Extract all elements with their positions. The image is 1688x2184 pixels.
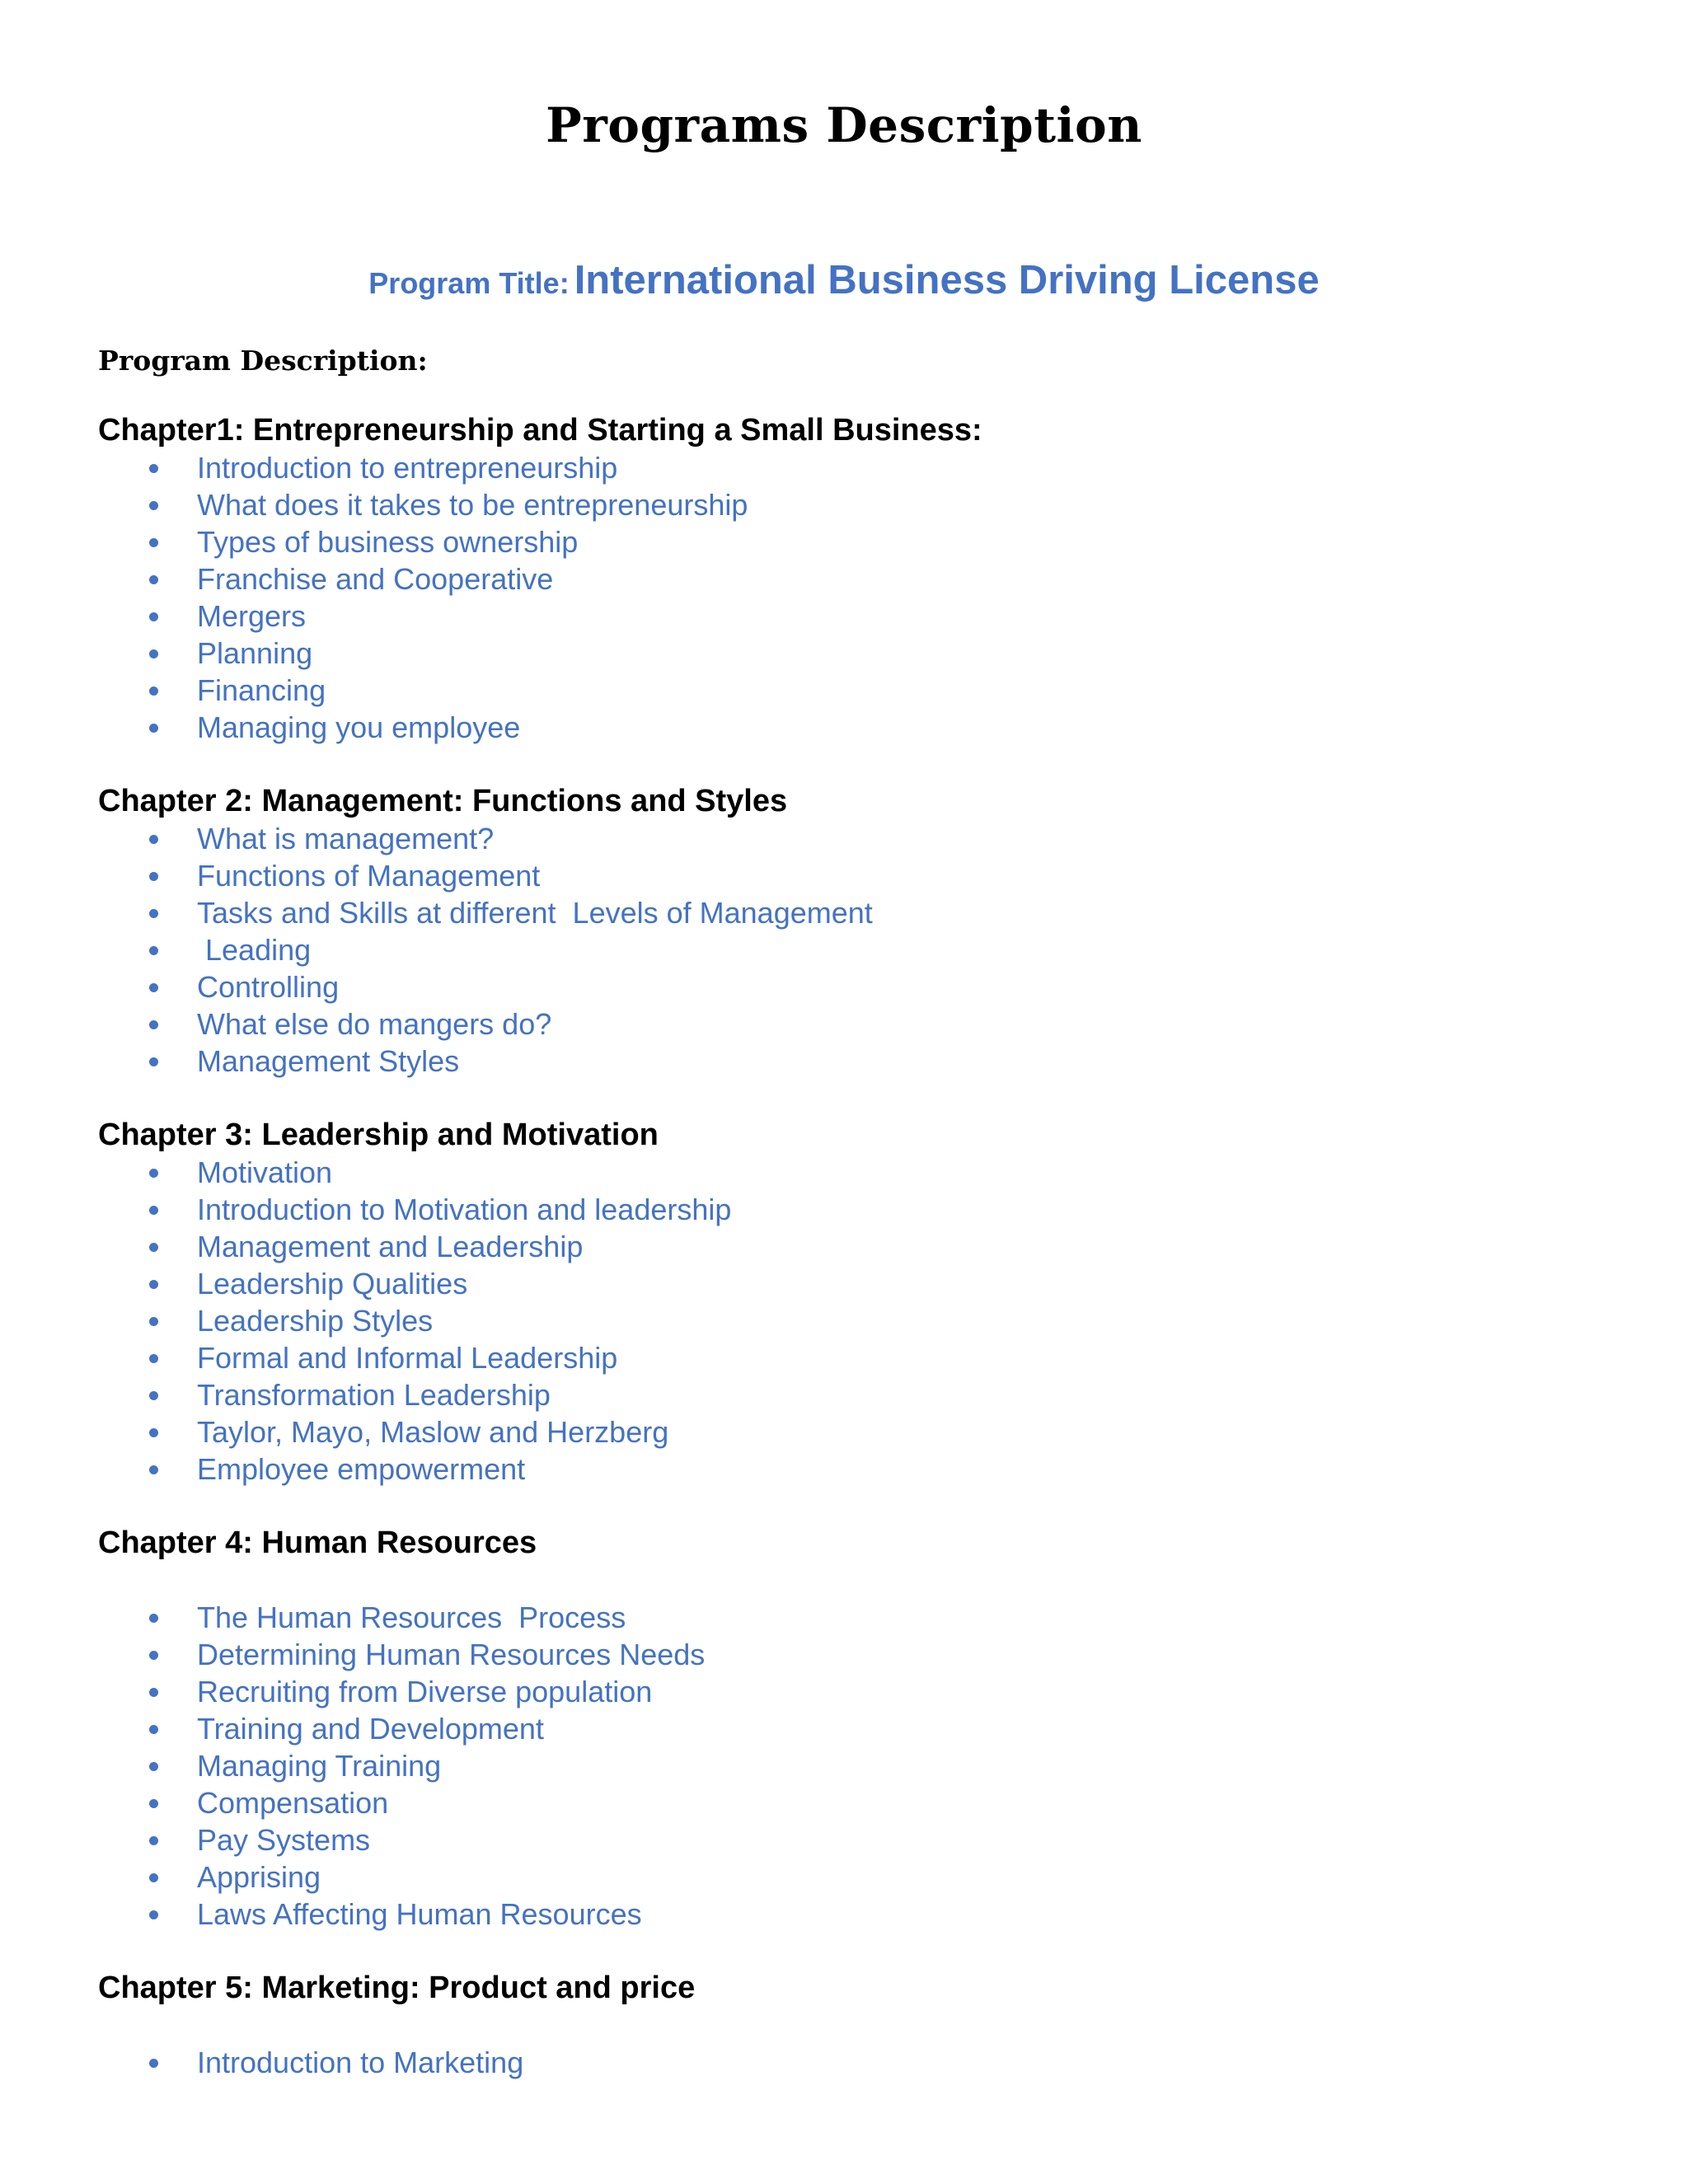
list-item-label: Laws Affecting Human Resources <box>197 1897 642 1931</box>
bullet-icon <box>149 687 158 696</box>
list-item-label: Training and Development <box>197 1712 544 1746</box>
list-item <box>98 1191 1582 1228</box>
topic-list <box>98 2044 1582 2081</box>
list-item <box>98 1413 1582 1451</box>
list-item <box>98 1154 1582 1191</box>
bullet-icon <box>149 464 158 473</box>
list-item-label: Managing Training <box>197 1749 442 1783</box>
chapter-heading: Chapter1: Entrepreneurship and Starting a Small Business: <box>98 413 982 448</box>
chapter-1 <box>98 412 1582 746</box>
list-item <box>98 523 1582 560</box>
list-item <box>98 486 1582 523</box>
chapter-heading: Chapter 2: Management: Functions and Styles <box>98 784 788 818</box>
bullet-icon <box>149 946 158 955</box>
list-item <box>98 1376 1582 1413</box>
list-item <box>98 1265 1582 1302</box>
bullet-icon <box>149 575 158 584</box>
topic-list <box>98 449 1582 746</box>
list-item-label: What does it takes to be entrepreneurship <box>197 488 748 522</box>
list-item <box>98 1784 1582 1821</box>
list-item-label: Employee empowerment <box>197 1452 526 1486</box>
bullet-icon <box>149 909 158 918</box>
bullet-icon <box>149 612 158 621</box>
list-item <box>98 1710 1582 1747</box>
list-item <box>98 1673 1582 1710</box>
bullet-icon <box>149 1428 158 1437</box>
list-item <box>98 1599 1582 1636</box>
list-item <box>98 968 1582 1005</box>
bullet-icon <box>149 1910 158 1919</box>
topic-list <box>98 1154 1582 1488</box>
bullet-icon <box>149 835 158 844</box>
list-item-label: Determining Human Resources Needs <box>197 1638 706 1671</box>
chapter-heading: Chapter 5: Marketing: Product and price <box>98 1971 696 2005</box>
bullet-icon <box>149 724 158 733</box>
list-item-label: Management Styles <box>197 1044 460 1078</box>
list-item-label: Formal and Informal Leadership <box>197 1341 618 1375</box>
list-item <box>98 1005 1582 1043</box>
list-item-label: Leadership Qualities <box>197 1267 468 1301</box>
list-item-label: Management and Leadership <box>197 1230 584 1263</box>
list-item <box>98 709 1582 746</box>
list-item <box>98 820 1582 857</box>
bullet-icon <box>149 649 158 658</box>
list-item <box>98 1043 1582 1080</box>
bullet-icon <box>149 1243 158 1252</box>
list-item <box>98 1747 1582 1784</box>
chapter-heading: Chapter 4: Human Resources <box>98 1526 537 1560</box>
chapter-heading: Chapter 3: Leadership and Motivation <box>98 1118 659 1152</box>
list-item-label: Transformation Leadership <box>197 1378 551 1412</box>
list-item-label: Leadership Styles <box>197 1304 434 1338</box>
list-item-label: Taylor, Mayo, Maslow and Herzberg <box>197 1415 669 1449</box>
list-item-label: Apprising <box>197 1860 321 1894</box>
list-item-label: Managing you employee <box>197 710 521 744</box>
list-item <box>98 598 1582 635</box>
list-item-label: Planning <box>197 636 313 670</box>
list-item-label: Introduction to Motivation and leadership <box>197 1193 732 1226</box>
chapter-4 <box>98 1525 1582 1933</box>
list-item-label: Leading <box>197 933 312 967</box>
bullet-icon <box>149 1317 158 1326</box>
list-item-label: Controlling <box>197 970 340 1004</box>
list-item <box>98 894 1582 931</box>
list-item <box>98 1228 1582 1265</box>
list-item-label: Introduction to entrepreneurship <box>197 451 618 485</box>
list-item-label: Franchise and Cooperative <box>197 562 554 596</box>
bullet-icon <box>149 1725 158 1734</box>
topic-list <box>98 820 1582 1080</box>
list-item <box>98 1339 1582 1376</box>
list-item-label: Introduction to Marketing <box>197 2046 524 2079</box>
list-item-label: Functions of Management <box>197 859 541 893</box>
program-description-label: Program Description: <box>98 344 428 377</box>
bullet-icon <box>149 1206 158 1215</box>
list-item <box>98 1821 1582 1858</box>
chapter-3 <box>98 1117 1582 1488</box>
bullet-icon <box>149 1057 158 1066</box>
list-item-label: Motivation <box>197 1155 333 1189</box>
page-title: Programs Description <box>546 97 1142 153</box>
program-title-label: Program Title: <box>368 266 570 300</box>
list-item-label: What is management? <box>197 822 495 855</box>
bullet-icon <box>149 1465 158 1474</box>
list-item-label: Types of business ownership <box>197 525 579 559</box>
list-item-label: Recruiting from Diverse population <box>197 1675 653 1708</box>
bullet-icon <box>149 1651 158 1660</box>
bullet-icon <box>149 1020 158 1029</box>
bullet-icon <box>149 1169 158 1178</box>
bullet-icon <box>149 1354 158 1363</box>
bullet-icon <box>149 501 158 510</box>
bullet-icon <box>149 1688 158 1697</box>
list-item-label: What else do mangers do? <box>197 1007 552 1041</box>
list-item <box>98 1896 1582 1933</box>
bullet-icon <box>149 2059 158 2068</box>
list-item-label: Financing <box>197 673 326 707</box>
bullet-icon <box>149 1799 158 1808</box>
topic-list <box>98 1599 1582 1933</box>
program-title-row <box>0 257 1688 303</box>
list-item-label: The Human Resources Process <box>197 1601 626 1634</box>
bullet-icon <box>149 872 158 881</box>
bullet-icon <box>149 538 158 547</box>
bullet-icon <box>149 1873 158 1882</box>
list-item <box>98 931 1582 968</box>
list-item-label: Tasks and Skills at different Levels of Management <box>197 896 873 930</box>
list-item <box>98 1636 1582 1673</box>
list-item-label: Compensation <box>197 1786 389 1820</box>
list-item <box>98 1858 1582 1896</box>
program-title-value: International Business Driving License <box>574 258 1320 302</box>
list-item-label: Pay Systems <box>197 1823 371 1857</box>
list-item <box>98 857 1582 894</box>
bullet-icon <box>149 1391 158 1400</box>
bullet-icon <box>149 1614 158 1623</box>
list-item <box>98 1302 1582 1339</box>
bullet-icon <box>149 1280 158 1289</box>
list-item <box>98 635 1582 672</box>
list-item <box>98 1451 1582 1488</box>
chapter-5 <box>98 1970 1582 2081</box>
list-item <box>98 2044 1582 2081</box>
bullet-icon <box>149 1836 158 1845</box>
bullet-icon <box>149 983 158 992</box>
list-item <box>98 449 1582 486</box>
list-item <box>98 672 1582 709</box>
bullet-icon <box>149 1762 158 1771</box>
list-item <box>98 560 1582 598</box>
chapter-2 <box>98 783 1582 1080</box>
list-item-label: Mergers <box>197 599 307 633</box>
